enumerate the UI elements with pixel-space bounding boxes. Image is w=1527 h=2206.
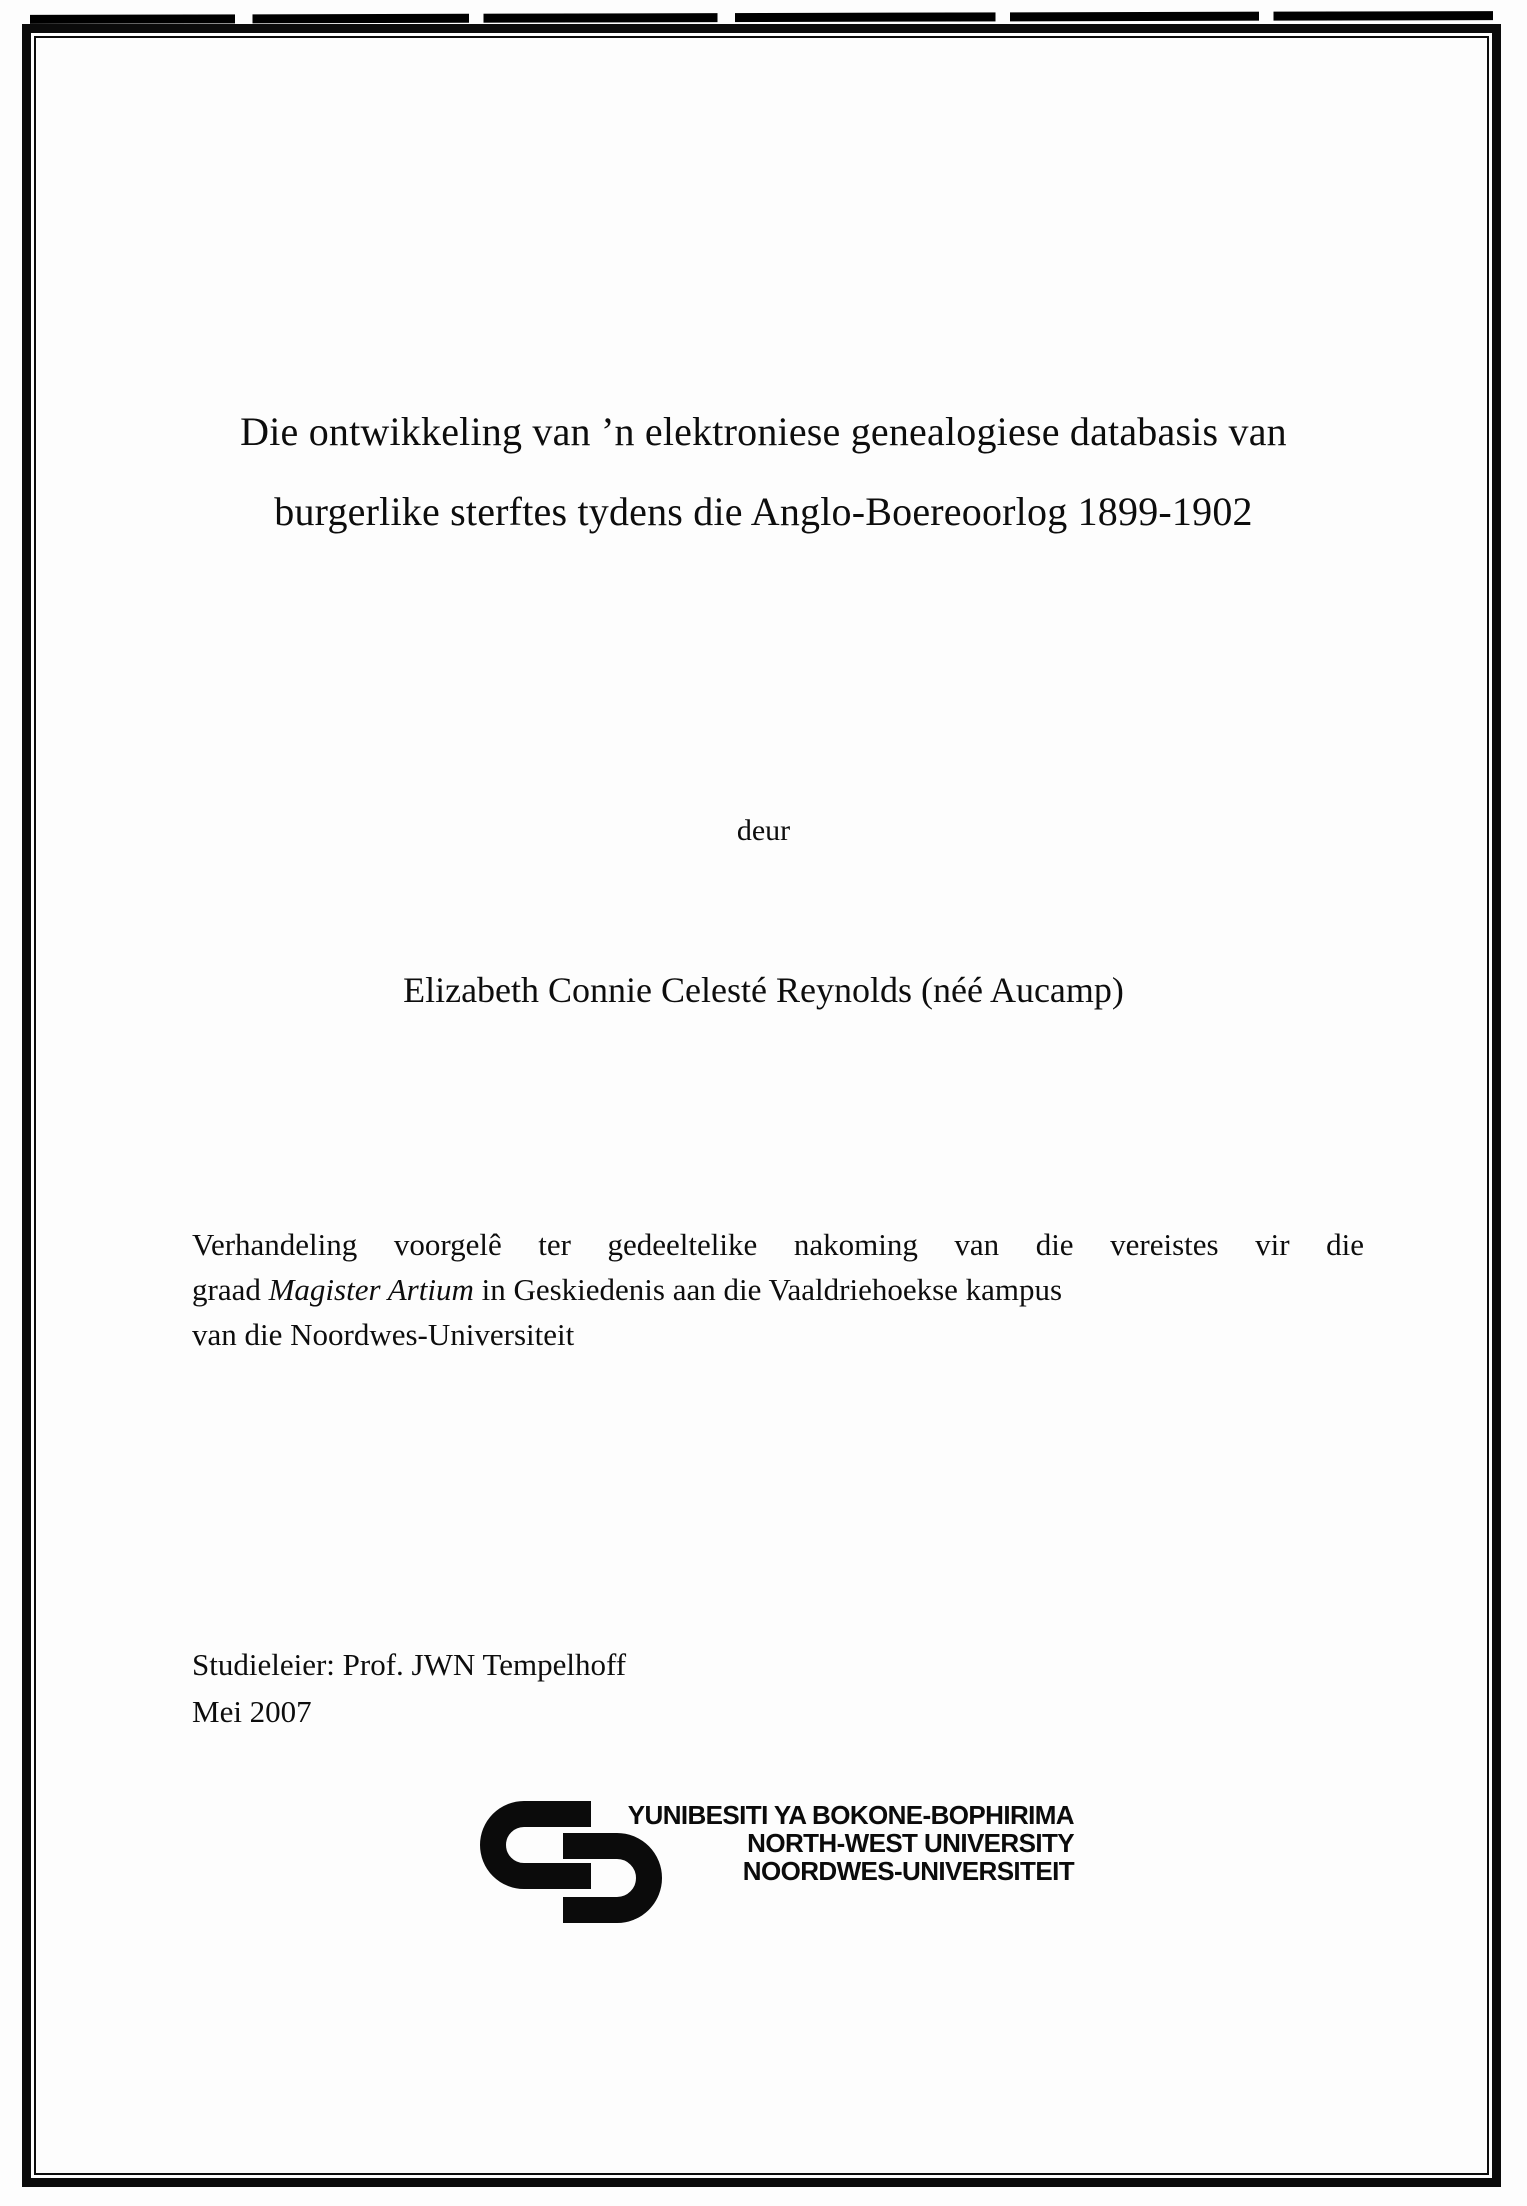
submission-statement-line-1: Verhandeling voorgelê ter gedeeltelike nakoming van die vereistes vir die [192,1227,1364,1262]
scan-artifact-top-edge [30,11,1493,24]
author-name: Elizabeth Connie Celesté Reynolds (néé Aucamp) [403,970,1124,1010]
supervisor-line: Studieleier: Prof. JWN Tempelhoff [192,1647,627,1682]
degree-name: Magister Artium [268,1272,474,1307]
university-wordmark [596,1801,1074,1885]
submission-statement-line-3: van die Noordwes-Universiteit [192,1317,575,1352]
date-line: Mei 2007 [192,1694,312,1729]
submission-statement-line-2 [192,1267,1364,1312]
byline-label: deur [736,814,791,847]
university-name-english: NORTH-WEST UNIVERSITY [747,1828,1074,1858]
degree-text-suffix: in Geskiedenis aan die Vaaldriehoekse kampus [473,1272,1063,1307]
degree-text-prefix: graad [192,1272,269,1307]
thesis-title-line-1: Die ontwikkeling van ’n elektroniese genealogiese databasis van [240,409,1287,454]
submission-statement [192,1222,1364,1357]
thesis-title [80,392,1447,552]
thesis-title-line-2: burgerlike sterftes tydens die Anglo-Boereoorlog 1899-1902 [274,489,1253,534]
university-name-setswana: YUNIBESITI YA BOKONE-BOPHIRIMA [627,1800,1074,1830]
university-name-afrikaans: NOORDWES-UNIVERSITEIT [742,1856,1074,1886]
supervisor-block [192,1641,626,1735]
